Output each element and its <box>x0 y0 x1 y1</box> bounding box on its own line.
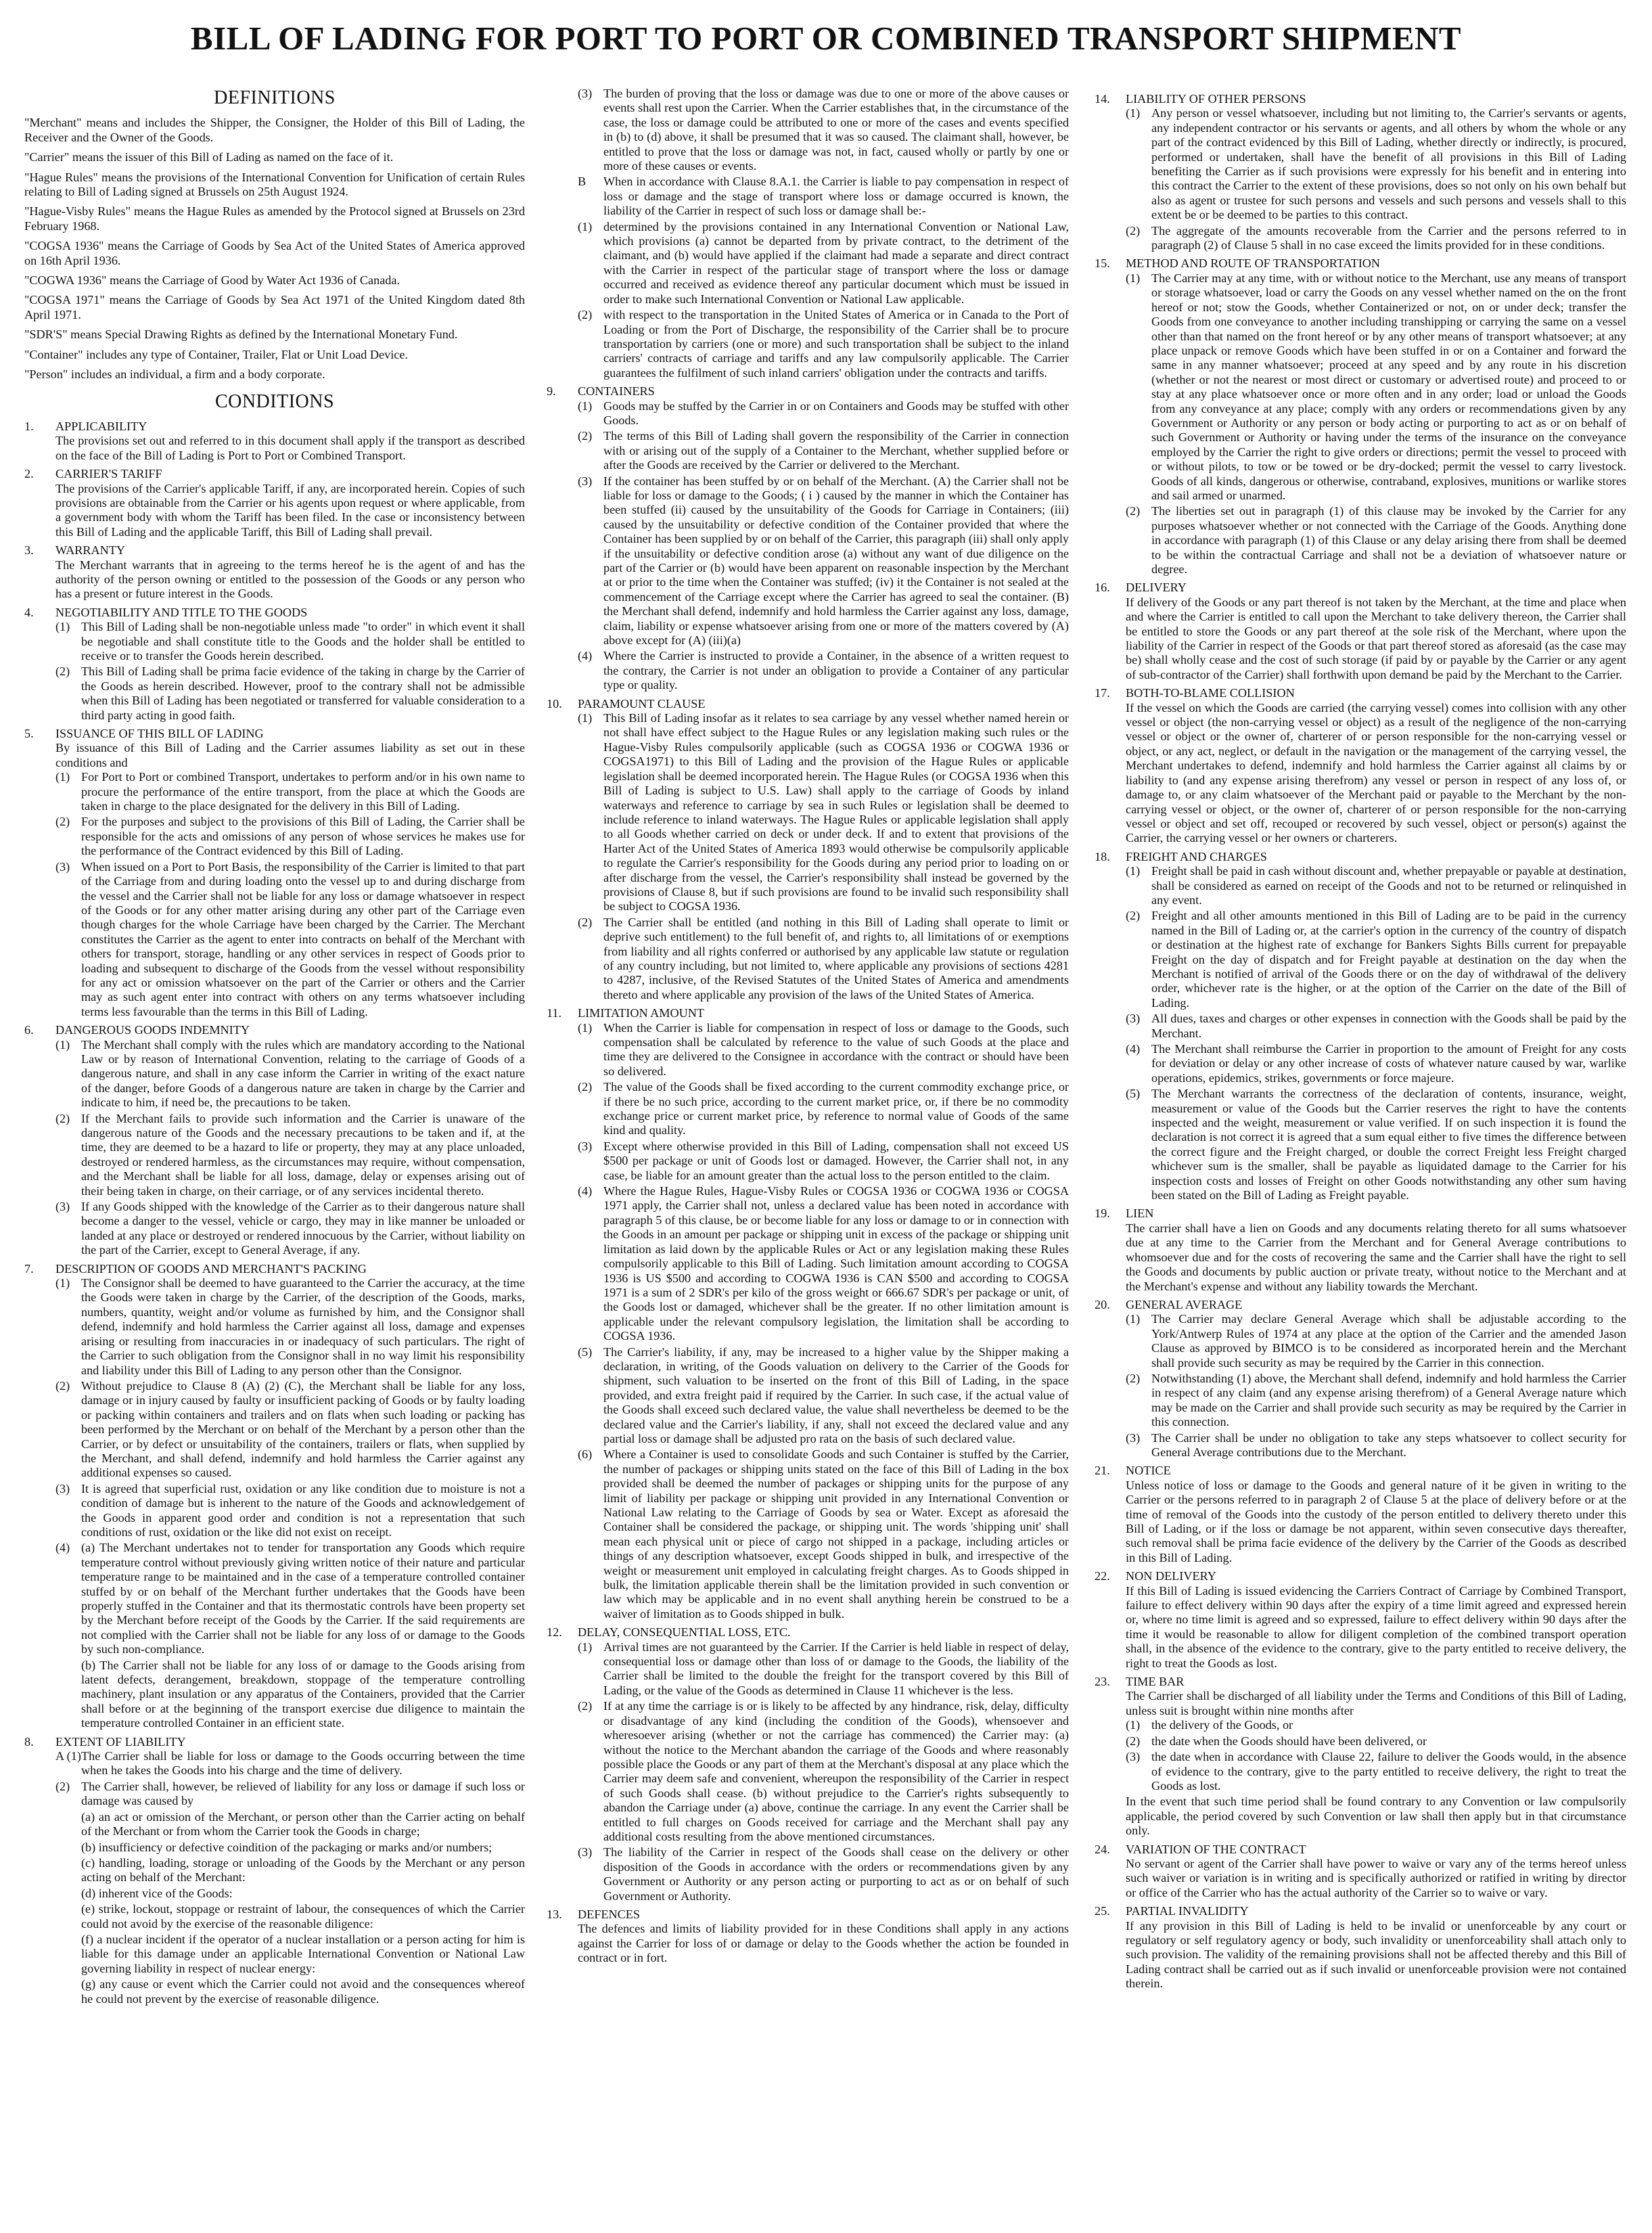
condition-section <box>24 727 525 1019</box>
subclause-text: Without prejudice to Clause 8 (A) (2) (C), the Merchant shall be liable for any loss, damage or in injury caused by faulty or insufficient packing of Goods or by faulty loading or packing within containers and trailers and on flats when such loading or packing has been performed by the Merchant or on behalf of the Merchant by a person other than the Carrier, or by defect or unsuitability of the containers, trailers or flats, when supplied by the Merchant, and shall defend, indemnify and hold harmless the Carrier against any additional expenses so caused. <box>81 1378 525 1480</box>
subclause-number: (2) <box>578 429 593 443</box>
subclause-number: B <box>578 175 587 189</box>
definition-item: "Carrier" means the issuer of this Bill of Lading as named on the face of it. <box>24 150 394 164</box>
section-title: DESCRIPTION OF GOODS AND MERCHANT'S PACKING <box>55 1261 367 1276</box>
subclause-number: (3) <box>1126 1012 1141 1026</box>
document-title: BILL OF LADING FOR PORT TO PORT OR COMBINED TRANSPORT SHIPMENT <box>190 20 1462 57</box>
definition-item: "Container" includes any type of Container, Trailer, Flat or Unit Load Device. <box>24 347 408 361</box>
subclause-number: (1) <box>1126 1718 1141 1732</box>
subclause <box>55 664 525 723</box>
condition-section <box>547 384 1069 693</box>
subclause-text: Arrival times are not guaranteed by the Carrier. If the Carrier is held liable in respect of delay, consequential loss or damage other than loss of or damage to the Goods, the liability of the Carrier shall be limited to the double the freight for the transport covered by this Bill of Lading, or the value of the Goods as determined in Clause 11 whichever is the less. <box>603 1640 1069 1697</box>
subclause <box>55 1276 525 1378</box>
column-left <box>24 84 525 2010</box>
condition-section <box>1095 1675 1626 1838</box>
subclause-text: If any Goods shipped with the knowledge of the Carrier as to their dangerous nature shall become a danger to the vessel, vehicle or cargo, they may in like manner be unloaded or landed at any place or destroyed or rendered innocuous by the Carrier, without liability on the part of the Carrier, except to General Average, if any. <box>81 1200 525 1257</box>
subclause-number: (1) <box>578 399 593 413</box>
subclause-text: (a) The Merchant undertakes not to tender for transportation any Goods which require temperature control without previously giving written notice of their nature and particular temperature range to be maintained and in the case of a temperature controlled container stuffed by or on behalf of the Merchant further undertakes that the Goods have been properly stuffed in the Container and that its thermostatic controls have been property set by the Merchant before receipt of the Goods by the Carrier. If the said requirements are not complied with the Carrier shall not be liable for any loss of or damage to the Goods by such non-compliance. <box>81 1541 525 1656</box>
subclause <box>55 1841 525 1855</box>
subclause <box>55 1902 525 1931</box>
subclause <box>1126 1734 1626 1749</box>
subclause-text: The Merchant shall comply with the rules which are mandatory according to the National Law or by reason of International Convention, relating to the carriage of Goods of a dangerous nature, and shall in any case inform the Carrier in writing of the exact nature of the danger, before Goods of a dangerous nature are taken in charge by the Carrier and indicate to him, if need be, the precautions to be taken. <box>81 1037 525 1110</box>
condition-section <box>24 1735 525 2006</box>
subclause-text: It is agreed that superficial rust, oxidation or any like condition due to moisture is not a condition of damage but is inherent to the nature of the Goods and acknowledgement of the Goods in apparent good order and condition is not a representation that such conditions of rust, oxidation or the like did not exist on receipt. <box>81 1481 525 1539</box>
subclause-text: the date when the Goods should have been delivered, or <box>1151 1734 1427 1748</box>
subclause <box>1126 864 1626 907</box>
section-title: LIABILITY OF OTHER PERSONS <box>1126 92 1306 106</box>
subclause-text: All dues, taxes and charges or other expenses in connection with the Goods shall be paid by the Merchant. <box>1151 1012 1626 1040</box>
subclause <box>578 474 1069 648</box>
condition-section <box>1095 1843 1626 1901</box>
subclause <box>578 916 1069 1002</box>
subclause-text: (a) an act or omission of the Merchant, or person other than the Carrier acting on behalf of the Merchant or from whom the Carrier took the Goods in charge; <box>81 1809 525 1839</box>
subclause-number: (2) <box>578 1080 593 1094</box>
section-text-after: In the event that such time period shall be found contrary to any Convention or law compulsorily applicable, the period covered by such Convention or law shall then apply but in that circumstance only. <box>1126 1795 1626 1838</box>
condition-section <box>1095 850 1626 1203</box>
subclause-number: (1) <box>55 1037 70 1052</box>
definition-item: "COGSA 1936" means the Carriage of Goods by Sea Act of the United States of America approved on 16th April 1936. <box>24 239 525 267</box>
subclause-number: (1) <box>1126 1312 1141 1326</box>
definition-item: "COGWA 1936" means the Carriage of Good by Water Act 1936 of Canada. <box>24 273 400 288</box>
conditions-list-right <box>1095 92 1626 1991</box>
condition-section <box>24 1023 525 1258</box>
subclause <box>55 1379 525 1481</box>
subclause <box>578 1345 1069 1447</box>
subclause <box>578 87 1069 173</box>
section-text: The carrier shall have a lien on Goods and any documents relating thereto for all sums whatsoever due at any time to the Carrier from the Merchant and for General Average contributions to whomsoever due and for the costs of recovering the same and the Carrier shall have the right to sell the Goods and documents by public auction or private treaty, without notice to the Merchant and at the Merchant's expense and without any liability towards the Merchant. <box>1126 1221 1626 1293</box>
subclause <box>1126 1312 1626 1370</box>
subclause <box>55 1541 525 1656</box>
section-number: 19. <box>1095 1206 1110 1221</box>
definition-item: "Hague-Visby Rules" means the Hague Rules as amended by the Protocol signed at Brussels on 23rd February 1968. <box>24 204 525 233</box>
subclause-text: with respect to the transportation in the United States of America or in Canada to the Port of Loading or from the Port of Discharge, the responsibility of the Carrier shall be to procure transportation by carriers (one or more) and such transportation shall be subject to the inland carriers' contracts of carriage and tariffs and any law compulsorily applicable. The Carrier guarantees the fulfilment of such inland carriers' obligation under the contracts and tariffs. <box>603 308 1069 380</box>
subclause-text: (g) any cause or event which the Carrier could not avoid and the consequences whereof he could not prevent by the exercise of reasonable diligence. <box>81 1977 525 2006</box>
subclause-text: If the Merchant fails to provide such information and the Carrier is unaware of the dangerous nature of the Goods and the necessary precautions to be taken and if, at the time, they are deemed to be a hazard to life or property, they may at any place unloaded, destroyed or rendered harmless, as the circumstances may require, without compensation, and the Merchant shall be liable for all loss, damage, delay or expenses arising out of their being taken in charge, on their carriage, or of any services incidental thereto. <box>81 1111 525 1198</box>
section-number: 22. <box>1095 1569 1110 1583</box>
condition-section <box>1095 1206 1626 1293</box>
subclause-text: The Carrier's liability, if any, may be increased to a higher value by the Shipper making a declaration, in writing, of the Goods valuation on delivery to the Carrier of the Goods for shipment, such valuation to be inserted on the front of this Bill of Lading, in the space provided, and extra freight paid if required by the Carrier. In such case, if the actual value of the Goods shall exceed such declared value, the value shall nevertheless be deemed to be the declared value and the Carrier's liability, if any, shall not exceed the declared value and any partial loss or damage shall be adjusted pro rata on the basis of such declared value. <box>603 1345 1069 1445</box>
subclause-text: determined by the provisions contained in any International Convention or National Law, which provisions (a) cannot be departed from by private contract, to the detriment of the claimant, and (b) would have applied if the claimant had made a separate and direct contract with the Carrier in respect of the particular stage of transport where the loss or damage occurred and received as evidence thereof any particular document which must be issued in order to make such International Convention or National Law applicable. <box>603 219 1069 306</box>
definition-item: "COGSA 1971" means the Carriage of Goods by Sea Act 1971 of the United Kingdom dated 8th April 1971. <box>24 293 525 321</box>
subclause-text: (b) The Carrier shall not be liable for any loss of or damage to the Goods arising from latent defects, derangement, breakdown, stoppage of the temperature controlling machinery, plant insulation or any apparatus of the Containers, provided that the Carrier shall before or at the beginning of the transport exercise due diligence to maintain the temperature controlled Container in an efficient state. <box>81 1658 525 1730</box>
subclause-number: (2) <box>1126 1371 1141 1385</box>
section-title: DANGEROUS GOODS INDEMNITY <box>55 1023 250 1037</box>
subclause-number: (1) <box>1126 271 1141 285</box>
subclause-text: Any person or vessel whatsoever, including but not limiting to, the Carrier's servants or agents, any independent contractor or his servants or agents, and all others by whom the whole or any part of the contract evidenced by this Bill of Lading, whether directly or indirectly, is procured, performed or undertaken, shall have the benefit of all provisions in this Bill of Lading benefiting the Carrier as if such provisions were expressly for his benefit and in entering into this contract the Carrier to the extent of these provisions, does so not only on his own behalf but also as agent or trustee for such persons and vessels and such persons and vessels shall to this extent be or be deemed to be parties to this contract. <box>1151 106 1626 222</box>
section-number: 12. <box>547 1625 562 1640</box>
subclause <box>1126 1087 1626 1202</box>
subclause <box>1126 1372 1626 1430</box>
section-title: ISSUANCE OF THIS BILL OF LADING <box>55 727 264 741</box>
subclause-number: (3) <box>578 87 593 100</box>
subclause-number: (2) <box>55 664 70 679</box>
subclause-text: If the container has been stuffed by or on behalf of the Merchant. (A) the Carrier shall not be liable for loss or damage to the Goods; ( i ) caused by the manner in which the Container has been stuffed (ii) caused by the unsuitability of the Goods for Carriage in Containers; (iii) caused by the unsuitability or defective condition of the Container provided that where the Container has been supplied by or on behalf of the Carrier, this paragraph (iii) shall only apply if the unsuitability or defective condition arose (a) without any want of due diligence on the part of the Carrier or (b) would have been apparent on reasonable inspection by the Merchant at or prior to the time when the Container was stuffed; (iv) it the Container is not sealed at the commencement of the Carriage except where the Carrier has agreed to seal the container. (B) the Merchant shall defend, indemnify and hold harmless the Carrier against any loss, damage, claim, liability or expense whatsoever arising from one or more of the matters covered by (A) above except for (A) (iii)(a) <box>603 474 1069 648</box>
condition-section <box>547 1006 1069 1621</box>
subclause-number: (3) <box>578 1139 593 1153</box>
subclause-number: (2) <box>578 308 593 322</box>
condition-section <box>1095 256 1626 577</box>
condition-section <box>1095 686 1626 845</box>
subclause-text: Freight and all other amounts mentioned in this Bill of Lading are to be paid in the currency named in the Bill of Lading or, at the carrier's option in the currency of the country of dispatch or destination at the highest rate of exchange for Bankers Sights Bills current for prepayable Freight on the day of dispatch and for Freight payable at destination on the day when the Merchant is notified of arrival of the Goods there or on the day of withdrawal of the delivery order, whichever rate is the higher, or at the option of the Carrier on the date of the Bill of Lading. <box>1151 909 1626 1010</box>
section-number: 23. <box>1095 1675 1110 1689</box>
subclause-number: (2) <box>55 1378 70 1393</box>
conditions-list-middle <box>547 87 1069 1966</box>
condition-section <box>1095 1904 1626 1991</box>
section-title: VARIATION OF THE CONTRACT <box>1126 1842 1306 1856</box>
subclause-text: Where the Hague Rules, Hague-Visby Rules or COGSA 1936 or COGWA 1936 or COGSA 1971 apply, the Carrier shall not, unless a declared value has been noted in accordance with paragraph 5 of this clause, be or become liable for any loss or damage to or in connection with the Goods in an amount per package or shipping unit in excess of the package or shipping unit limitation as laid down by the applicable Rules or Act or any legislation making these Rules compulsorily applicable to this Bill of Lading. Such limitation amount according to COGSA 1936 is US $500 and according to COGWA 1936 is CAN $500 and according to COGSA 1971 is a sum of 2 SDR's per kilo of the gross weight or 666.67 SDR's per package or unit, of the Goods lost or damaged, whichever shall be the greater. If no other limitation amount is applicable under the relevant compulsory legislation, the limitation shall be according to COGSA 1936. <box>603 1184 1069 1343</box>
subclause-number: (1) <box>55 770 70 784</box>
subclause-text: The value of the Goods shall be fixed according to the current commodity exchange price, or if there be no such price, according to the current market price, or, if there be no commodity exchange price or current market price, by reference to normal value of Goods of the same kind and quality. <box>603 1080 1069 1137</box>
condition-section <box>547 87 1069 380</box>
section-number: 10. <box>547 696 562 710</box>
subclause <box>1126 1042 1626 1085</box>
subclause-number: (2) <box>1126 909 1141 923</box>
subclause-text: The Consignor shall be deemed to have guaranteed to the Carrier the accuracy, at the time the Goods were taken in charge by the Carrier, of the description of the Goods, marks, numbers, quantity, weight and/or volume as furnished by him, and the Consignor shall defend, indemnify and hold harmless the Carrier against all loss, damage and expenses arising or resulting from inaccuracies in or inadequacy of such particulars. The right of the Carrier to such obligation from the Consignor shall in no way limit his responsibility and liability under this Bill of Lading to any person other than the Consignor. <box>81 1276 525 1377</box>
section-number: 20. <box>1095 1297 1110 1311</box>
subclause-number: (1) <box>578 1640 593 1654</box>
subclause-number: (1) <box>1126 106 1141 120</box>
section-number: 17. <box>1095 686 1110 700</box>
condition-section <box>547 697 1069 1003</box>
subclause <box>1126 909 1626 1010</box>
subclause <box>55 1482 525 1540</box>
subclause-text: Notwithstanding (1) above, the Merchant shall defend, indemnify and hold harmless the Carrier in respect of any claim (and any expense arising therefrom) of a General Average nature which may be made on the Carrier and shall provide such security as may be required by the Carrier in this connection. <box>1151 1371 1626 1429</box>
condition-section <box>24 467 525 539</box>
subclause-text: the delivery of the Goods, or <box>1151 1718 1293 1732</box>
subclause-text: (b) insufficiency or defective coindition of the packaging or marks and/or numbers; <box>81 1840 492 1854</box>
subclause-text: The liberties set out in paragraph (1) of this clause may be invoked by the Carrier for any purposes whatsoever whether or not connected with the Carriage of the Goods. Anything done in accordance with paragraph (1) of this Clause or any delay arising there from shall be deemed to be within the contractual Carriage and shall not be a deviation of whatsoever nature or degree. <box>1151 504 1626 576</box>
section-number: 16. <box>1095 581 1110 595</box>
subclause-number: (2) <box>1126 1734 1141 1748</box>
subclause-text: The Carrier may declare General Average which shall be adjustable according to the York/Antwerp Rules of 1974 at any place at the option of the Carrier and the amended Jason Clause as approved by BIMCO is to be considered as incorporated herein and the Merchant shall provide such security as may be required by the Carrier in this connection. <box>1151 1312 1626 1370</box>
conditions-heading: CONDITIONS <box>214 390 335 412</box>
section-text: If delivery of the Goods or any part thereof is not taken by the Merchant, at the time and place when and where the Carrier is entitled to call upon the Merchant to take delivery thereon, the Carrier shall be entitled to store the Goods or any part thereof at the sole risk of the Merchant, where upon the liability of the Carrier in respect of the Goods or that part thereof stored as aforesaid (as the case may be) shall wholly cease and the cost of such storage (if paid by or payable by the Carrier or any agent of sub-contractor of the Carrier) shall forthwith upon demand be paid by the Merchant to the Carrier. <box>1126 595 1626 681</box>
subclause-text: This Bill of Lading shall be prima facie evidence of the taking in charge by the Carrier of the Goods as herein described. However, proof to the contrary shall not be admissible when this Bill of Lading has been negotiated or transferred for valuable consideration to a third party acting in good faith. <box>81 664 525 722</box>
subclause-text: The terms of this Bill of Lading shall govern the responsibility of the Carrier in connection with or arising out of the supply of a Container to the Merchant, whether supplied before or after the Goods are received by the Carrier or delivered to the Merchant. <box>603 429 1069 472</box>
section-text: By issuance of this Bill of Lading and the Carrier assumes liability as set out in these conditions and <box>55 741 525 769</box>
subclause-text: If at any time the carriage is or is likely to be affected by any hindrance, risk, delay, difficulty or disadvantage of any kind (including the condition of the Goods), whensoever and wheresoever arising (whether or not the carriage has commenced) the Carrier may: (a) without the notice to the Merchant abandon the carriage of the Goods and where reasonably possible place the Goods or any part of them at the Merchant's disposal at any place which the Carrier may deem safe and convenient, whereupon the responsibility of the Carrier in respect of such Goods shall cease. (b) without prejudice to the Carrier's rights subsequently to abandon the Carriage under (a) above, continue the carriage. In any event the Carrier shall be entitled to full charges on Goods received for carriage and the Merchant shall pay any additional costs resulting from the above mentioned circumstances. <box>603 1699 1069 1843</box>
subclause <box>55 1977 525 2006</box>
subclause-number: (4) <box>1126 1042 1141 1056</box>
subclause-text: The Carrier shall be liable for loss or damage to the Goods occurring between the time when he takes the Goods into his charge and the time of delivery. <box>81 1749 525 1778</box>
subclause-number: (3) <box>55 859 70 874</box>
subclause-text: The Carrier shall be entitled (and nothing in this Bill of Lading shall operate to limit or deprive such entitlement) to the full benefit of, and rights to, all limitations of or exemptions from liability and all rights conferred or authorised by any applicable law statute or regulation of any country including, but not limited to, where applicable any provisions of sections 4281 to 4287, inclusive, of the Revised Statutes of the United States of America and amendments thereto and where applicable any provision of the laws of the United States of America. <box>603 915 1069 1001</box>
subclause <box>1126 504 1626 577</box>
subclause-text: This Bill of Lading insofar as it relates to sea carriage by any vessel whether named herein or not shall have effect subject to the Hague Rules or any legislation making such rules or the Hague-Visby Rules compulsorily applicable (such as COGSA 1936 or COGWA 1936 or COGSA1971) to this Bill of Lading and the provision of the Hague Rules or applicable legislation shall be deemed incorporated herein. The Hague Rules (or COGSA 1936 when this Bill of Lading is subject to U.S. Law) shall apply to the carriage of Goods by inland waterways and reference to carriage by sea in such Rules or legislation shall be deemed to include reference to inland waterways. The Hague Rules or applicable legislation shall apply to all Goods whether carried on deck or under deck. If and to extent that provisions of the Harter Act of the United States of America 1893 would otherwise be compulsorily applicable to regulate the Carrier's responsibility for the Goods during any period prior to loading on or after discharge from the vessel, the Carrier's responsibility shall instead be governed by the provisions of Clause 8, but if such provisions are found to be invalid such responsibility shall be subject to COGSA 1936. <box>603 711 1069 914</box>
subclause-text: The Carrier shall be under no obligation to take any steps whatsoever to collect security for General Average contributions due to the Merchant. <box>1151 1430 1626 1459</box>
subclause-number: (5) <box>1126 1087 1141 1101</box>
section-number: 15. <box>1095 256 1110 271</box>
subclause <box>55 1780 525 1809</box>
section-title: FREIGHT AND CHARGES <box>1126 849 1267 863</box>
subclause <box>578 308 1069 380</box>
section-text: If this Bill of Lading is issued evidencing the Carriers Contract of Carriage by Combined Transport, failure to effect delivery within 90 days after the expiry of a time limit agreed and expressed herein or, where no time limit is agreed and so expressed, failure to effect delivery within 90 days after the time it would be reasonable to allow for diligent completion of the combined transport operation shall, in the absence of the evidence to the contrary, give to the party entitled to receive delivery, the right to treat the Goods as lost. <box>1126 1583 1626 1670</box>
subclause-text: The Carrier shall, however, be relieved of liability for any loss or damage if such loss or damage was caused by <box>81 1779 525 1808</box>
subclause-number: (6) <box>578 1447 593 1462</box>
subclause <box>578 220 1069 307</box>
section-number: 7. <box>24 1261 34 1276</box>
section-text: The defences and limits of liability provided for in these Conditions shall apply in any actions against the Carrier for loss of or damage or delay to the Goods whether the action be founded in contract or in fort. <box>578 1922 1069 1965</box>
subclause-text: When issued on a Port to Port Basis, the responsibility of the Carrier is limited to that part of the Carriage from and during loading onto the vessel up to and during discharge from the vessel and the Carrier shall not be liable for any loss or damage whatsoever in respect of the Goods or for any other matter arising during any other part of the Carriage even though charges for the whole Carriage have been charged by the Carrier. The Merchant constitutes the Carrier as the agent to enter into contracts on behalf of the Merchant with others for transport, storage, handling or any other services in respect of Goods prior to loading and subsequent to discharge of the Goods from the vessel without responsibility for any act or omission whatsoever on the part of the Carrier or others and the Carrier may as such agent enter into contract with others on any terms whatsoever including terms less favourable than the terms in this Bill of Lading. <box>81 859 525 1018</box>
subclause-text: Where the Carrier is instructed to provide a Container, in the absence of a written request to the contrary, the Carrier is not under an obligation to provide a Container of any particular type or quality. <box>603 649 1069 692</box>
subclause <box>578 1140 1069 1183</box>
condition-section <box>1095 1298 1626 1460</box>
subclause <box>1126 1431 1626 1460</box>
section-title: NON DELIVERY <box>1126 1569 1216 1583</box>
subclause <box>55 1200 525 1258</box>
definition-item: "SDR'S" means Special Drawing Rights as defined by the International Monetary Fund. <box>24 328 458 342</box>
subclause-text: The Merchant shall reimburse the Carrier in proportion to the amount of Freight for any costs for deviation or delay or any other increase of costs of whatever nature caused by war, warlike operations, epidemics, strikes, governments or force majeure. <box>1151 1042 1626 1085</box>
subclause <box>55 1810 525 1839</box>
subclause-number: (3) <box>55 1200 70 1214</box>
section-number: 2. <box>24 467 34 481</box>
section-number: 3. <box>24 543 34 558</box>
subclause <box>578 1080 1069 1138</box>
section-number: 14. <box>1095 92 1110 106</box>
section-number: 9. <box>547 384 556 399</box>
section-title: WARRANTY <box>55 543 126 558</box>
section-number: 6. <box>24 1023 34 1037</box>
subclause-text: When in accordance with Clause 8.A.1. the Carrier is liable to pay compensation in respect of loss or damage and the stage of transport where loss or damage occurred is known, the liability of the Carrier in respect of such loss or damage shall be:- <box>603 175 1069 218</box>
subclause <box>55 770 525 813</box>
subclause-number: (1) <box>578 711 593 725</box>
subclause-number: (2) <box>578 1699 593 1713</box>
subclause <box>578 1640 1069 1698</box>
condition-section <box>547 1625 1069 1903</box>
definition-item: "Hague Rules" means the provisions of the International Convention for Unification of certain Rules relating to Bill of Lading signed at Brussels on 25th August 1924. <box>24 170 525 199</box>
subclause-text: The aggregate of the amounts recoverable from the Carrier and the persons referred to in paragraph (2) of Clause 5 shall in no case exceed the limits provided for in these conditions. <box>1151 223 1626 252</box>
subclause <box>55 860 525 1019</box>
subclause-number: (1) <box>578 219 593 233</box>
subclause-number: (1) <box>578 1020 593 1035</box>
subclause-text: For Port to Port or combined Transport, undertakes to perform and/or in his own name to procure the performance of the entire transport, from the place at which the Goods are taken in charge to the place designated for the delivery in this Bill of Lading. <box>81 770 525 813</box>
section-text: If the vessel on which the Goods are carried (the carrying vessel) comes into collision with any other vessel or object (the non-carrying vessel or object) as a result of the negligence of the non-carrying vessel or object or the owner of, charterer of or person responsible for the non-carrying vessel or object, or any act, neglect, or default in the navigation or the management of the carrying vessel, the Merchant undertakes to defend, indemnify and hold harmless the Carrier against all claims by or liability to (and any expense arising therefrom) any vessel or person in respect of any loss of, or damage to, or any claim whatsoever of the Merchant paid or payable to the Merchant by the non-carrying vessel or object, or the owner of, charterer of or person responsible for the non-carrying vessel or object and set off, recouped or recovered by such vessel, object or person(s) against the Carrier, the carrying vessel or her owners or charterers. <box>1126 700 1626 845</box>
subclause <box>578 1447 1069 1621</box>
subclause-text: (c) handling, loading, storage or unloading of the Goods by the Merchant or any person acting on behalf of the Merchant: <box>81 1855 525 1885</box>
subclause <box>1126 106 1626 222</box>
section-text: The Merchant warrants that in agreeing to the terms hereof he is the agent of and has the authority of the person owning or entitled to the possession of the Goods or any person who has a present or future interest in the Goods. <box>55 558 525 601</box>
subclause <box>578 1021 1069 1079</box>
section-number: 13. <box>547 1907 562 1921</box>
subclause-number: (4) <box>578 649 593 663</box>
section-title: PARTIAL INVALIDITY <box>1126 1904 1249 1918</box>
subclause <box>55 1887 525 1901</box>
condition-section <box>24 606 525 723</box>
subclause-number: (2) <box>1126 504 1141 518</box>
section-number: 24. <box>1095 1842 1110 1856</box>
section-number: 1. <box>24 419 34 433</box>
subclause <box>578 399 1069 428</box>
subclause-number: (1) <box>1126 864 1141 878</box>
subclause-text: Goods may be stuffed by the Carrier in or on Containers and Goods may be stuffed with other Goods. <box>603 399 1069 427</box>
section-text: No servant or agent of the Carrier shall have power to waive or vary any of the terms hereof unless such waiver or variation is in writing and is specifically authorized or ratified in writing by director or office of the Carrier who has the actual authority of the Carrier so to waive or vary. <box>1126 1856 1626 1899</box>
subclause <box>55 620 525 663</box>
section-text: The Carrier shall be discharged of all liability under the Terms and Conditions of this Bill of Lading, unless suit is brought within nine months after <box>1126 1689 1626 1717</box>
definitions-list <box>24 116 525 382</box>
subclause-number: (1) <box>55 620 70 634</box>
subclause-number: (2) <box>55 1779 70 1793</box>
section-title: DELAY, CONSEQUENTIAL LOSS, ETC. <box>578 1625 791 1640</box>
section-title: CARRIER'S TARIFF <box>55 467 162 481</box>
condition-section <box>1095 1464 1626 1565</box>
subclause-number: (2) <box>578 915 593 929</box>
section-title: APPLICABILITY <box>55 419 147 433</box>
section-number: 5. <box>24 727 34 741</box>
section-text: The provisions of the Carrier's applicable Tariff, if any, are incorporated herein. Copies of such provisions are obtainable from the Carrier or his agents upon request or where applicable, from a government body with whom the Tariff has been filed. In the case or inconsistency between this Bill of Lading and the applicable Tariff, this Bill of Lading shall prevail. <box>55 481 525 539</box>
subclause <box>55 1659 525 1731</box>
section-number: 21. <box>1095 1464 1110 1478</box>
subclause <box>1126 224 1626 253</box>
subclause <box>55 1112 525 1198</box>
section-number: 11. <box>547 1006 562 1020</box>
condition-section <box>547 1908 1069 1966</box>
subclause <box>578 1699 1069 1844</box>
definition-item: "Merchant" means and includes the Shipper, the Consigner, the Holder of this Bill of Lading, the Receiver and the Owner of the Goods. <box>24 116 525 144</box>
subclause-number: (3) <box>55 1481 70 1495</box>
condition-section <box>1095 92 1626 252</box>
subclause-text: the date when in accordance with Clause 22, failure to deliver the Goods would, in the absence of evidence to the contrary, give to the party entitled to receive delivery, the right to treat the Goods as lost. <box>1151 1750 1626 1792</box>
section-title: NEGOTIABILITY AND TITLE TO THE GOODS <box>55 605 308 619</box>
section-title: GENERAL AVERAGE <box>1126 1297 1243 1311</box>
section-title: EXTENT OF LIABILITY <box>55 1734 186 1749</box>
section-title: CONTAINERS <box>578 384 655 399</box>
section-title: DELIVERY <box>1126 581 1187 595</box>
subclause-text: (f) a nuclear incident if the operator of a nuclear installation or a person acting for him is liable for this damage under an applicable International Convention or National Law governing liability in respect of nuclear energy: <box>81 1932 525 1975</box>
subclause-number: (3) <box>1126 1430 1141 1445</box>
condition-section <box>24 543 525 602</box>
condition-section <box>24 1262 525 1731</box>
subclause <box>1126 1750 1626 1793</box>
subclause-number: (2) <box>55 815 70 829</box>
condition-section <box>1095 581 1626 682</box>
section-title: BOTH-TO-BLAME COLLISION <box>1126 686 1295 700</box>
subclause-number: (2) <box>55 1111 70 1125</box>
section-text: The provisions set out and referred to in this document shall apply if the transport as described on the face of the Bill of Lading is Port to Port or Combined Transport. <box>55 434 525 462</box>
section-title: LIEN <box>1126 1206 1154 1221</box>
section-text: Unless notice of loss or damage to the Goods and general nature of it be given in writing to the Carrier or the persons referred to in paragraph 2 of Clause 5 at the place of delivery before or at the time of removal of the Goods into the custody of the person entitled to delivery thereto under this Bill of Lading, or if the loss or damage be not apparent, within seven consecutive days thereafter, such removal shall be prima facie evidence of the delivery by the Carrier of the Goods as described in this Bill of Lading. <box>1126 1478 1626 1564</box>
subclause <box>55 1856 525 1885</box>
subclause <box>578 175 1069 218</box>
section-title: NOTICE <box>1126 1464 1171 1478</box>
definitions-heading: DEFINITIONS <box>214 87 336 108</box>
subclause <box>1126 1012 1626 1041</box>
column-right <box>1095 92 1626 1995</box>
subclause-number: A (1) <box>55 1749 81 1763</box>
subclause <box>55 1933 525 1976</box>
section-text: If any provision in this Bill of Lading is held to be invalid or unenforceable by any court or regulatory or self regulatory agency or body, such invalidity or unenforceability shall attach only to such provision. The validity of the remaining provisions shall not be affected thereby and this Bill of Lading contract shall be carried out as if such invalid or unenforceable provision were not contained therein. <box>1126 1918 1626 1991</box>
subclause-text: The Merchant warrants the correctness of the declaration of contents, insurance, weight, measurement or value of the Goods but the Carrier reserves the right to have the contents inspected and the weight, measurement or value verified. If on such inspection it is found the declaration is not correct it is agreed that a sum equal either to five times the difference between the correct figure and the Freight charged, or double the correct Freight less Freight charged whichever sum is the smaller, shall be payable as liquidated damage to the Carrier for his inspection costs and losses of Freight on other Goods notwithstanding any other sum having been stated on the Bill of Lading as Freight payable. <box>1151 1087 1626 1202</box>
definition-item: "Person" includes an individual, a firm and a body corporate. <box>24 367 325 382</box>
subclause-text: For the purposes and subject to the provisions of this Bill of Lading, the Carrier shall be responsible for the acts and omissions of any person of whose services he makes use for the performance of the Contract evidenced by this Bill of Lading. <box>81 815 525 858</box>
conditions-list-left <box>24 420 525 2006</box>
subclause <box>55 1749 525 1778</box>
column-middle <box>547 87 1069 1970</box>
subclause-text: When the Carrier is liable for compensation in respect of loss or damage to the Goods, such compensation shall be calculated by reference to the value of such Goods at the place and time they are delivered to the Consignee in accordance with the contract or should have been so delivered. <box>603 1020 1069 1078</box>
subclause <box>55 815 525 858</box>
section-number: 18. <box>1095 849 1110 863</box>
subclause-text: Except where otherwise provided in this Bill of Lading, compensation shall not exceed US $500 per package or unit of Goods lost or damaged. However, the Carrier shall not, in any case, be liable for an amount greater than the actual loss to the person entitled to the claim. <box>603 1139 1069 1182</box>
subclause-text: The liability of the Carrier in respect of the Goods shall cease on the delivery or other disposition of the Goods in accordance with the orders or recommendations given by any Government or Authority or any person acting or purporting to act as or on behalf of such Government or Authority. <box>603 1845 1069 1903</box>
subclause-text: (e) strike, lockout, stoppage or restraint of labour, the consequences of which the Carrier could not avoid by the exercise of the reasonable diligence: <box>81 1902 525 1931</box>
subclause-text: The Carrier may at any time, with or without notice to the Merchant, use any means of transport or storage whatsoever, load or carry the Goods on any vessel whether named on the on the front hereof or not; stow the Goods, whether Containerized or not, on or under deck; transfer the Goods from one conveyance to another including transhipping or carrying the same on a vessel other than that named on the front hereof or by any other means of transport whatsoever; at any place unpack or remove Goods which have been stuffed in or on a Container and forward the same in any manner whatsoever; proceed at any speed and by any route in his discretion (whether or not the nearest or most direct or customary or advertised route) and proceed to or stay at any place whatsoever once or more often and in any order; load or unload the Goods from any conveyance at any place; comply with any orders or recommendations given by any Government or Authority or any person or body acting or purporting to act as or on behalf of such Government or Authority or having under the terms of the insurance on the conveyance employed by the Carrier the right to give orders or directions; permit the vessel to proceed with or without pilots, to tow or be towed or be dry-docked; permit the vessel to carry livestock. Goods of all kinds, dangerous or otherwise, contraband, explosives, munitions or warlike stores and sail armed or unarmed. <box>1151 271 1626 502</box>
subclause-text: Where a Container is used to consolidate Goods and such Container is stuffed by the Carrier, the number of packages or shipping units stated on the face of this Bill of Lading in the box provided shall be deemed the number of packages or shipping units for the purpose of any limit of liability per package or shipping unit provided in any International Convention or National Law relating to the Carriage of Goods by sea or Water. Except as aforesaid the Container shall be considered the package, or shipping unit. The words 'shipping unit' shall mean each physical unit or piece of cargo not shipped in a package, including articles or things of any description whatsoever, except Goods shipped in bulk, and irrespective of the weight or measurement unit employed in calculating freight charges. As to Goods shipped in bulk, the limitation applicable therein shall be the limitation provided in such convention or law which may be applicable and in no event shall anything herein be construed to be a waiver of limitation as to Goods shipped in bulk. <box>603 1447 1069 1621</box>
section-number: 8. <box>24 1734 34 1749</box>
section-title: LIMITATION AMOUNT <box>578 1006 704 1020</box>
subclause-text: This Bill of Lading shall be non-negotiable unless made "to order" in which event it shall be negotiable and shall constitute title to the Goods and the holder shall be entitled to receive or to transfer the Goods herein described. <box>81 620 525 662</box>
subclause <box>578 1845 1069 1903</box>
subclause-number: (3) <box>578 1845 593 1859</box>
subclause <box>578 1184 1069 1343</box>
section-title: DEFENCES <box>578 1907 640 1921</box>
subclause <box>578 711 1069 914</box>
subclause-number: (3) <box>578 474 593 488</box>
subclause-text: The burden of proving that the loss or damage was due to one or more of the above causes or events shall rest upon the Carrier. When the Carrier establishes that, in the circumstance of the case, the loss or damage could be attributed to one or more of the cases and events specified in (b) to (d) above, it shall be presumed that it was so caused. The claimant shall, however, be entitled to prove that the loss or damage was not, in fact, caused wholly or partly by one or more of these causes or events. <box>603 87 1069 173</box>
section-number: 25. <box>1095 1904 1110 1918</box>
subclause <box>578 429 1069 472</box>
subclause <box>1126 1718 1626 1732</box>
section-title: METHOD AND ROUTE OF TRANSPORTATION <box>1126 256 1381 271</box>
subclause-number: (4) <box>578 1184 593 1198</box>
subclause-number: (3) <box>1126 1750 1141 1764</box>
subclause-number: (5) <box>578 1345 593 1359</box>
subclause <box>55 1038 525 1110</box>
condition-section <box>24 420 525 463</box>
subclause-text: (d) inherent vice of the Goods: <box>81 1886 233 1900</box>
section-title: TIME BAR <box>1126 1675 1185 1689</box>
subclause-number: (4) <box>55 1541 70 1555</box>
subclause-text: Freight shall be paid in cash without discount and, whether prepayable or payable at destination, shall be considered as earned on receipt of the Goods and not to be returned or relinquished in any event. <box>1151 864 1626 907</box>
subclause-number: (2) <box>1126 223 1141 238</box>
section-number: 4. <box>24 605 34 619</box>
condition-section <box>1095 1569 1626 1671</box>
subclause <box>578 649 1069 692</box>
subclause <box>1126 271 1626 503</box>
section-title: PARAMOUNT CLAUSE <box>578 696 706 710</box>
subclause-number: (1) <box>55 1276 70 1290</box>
